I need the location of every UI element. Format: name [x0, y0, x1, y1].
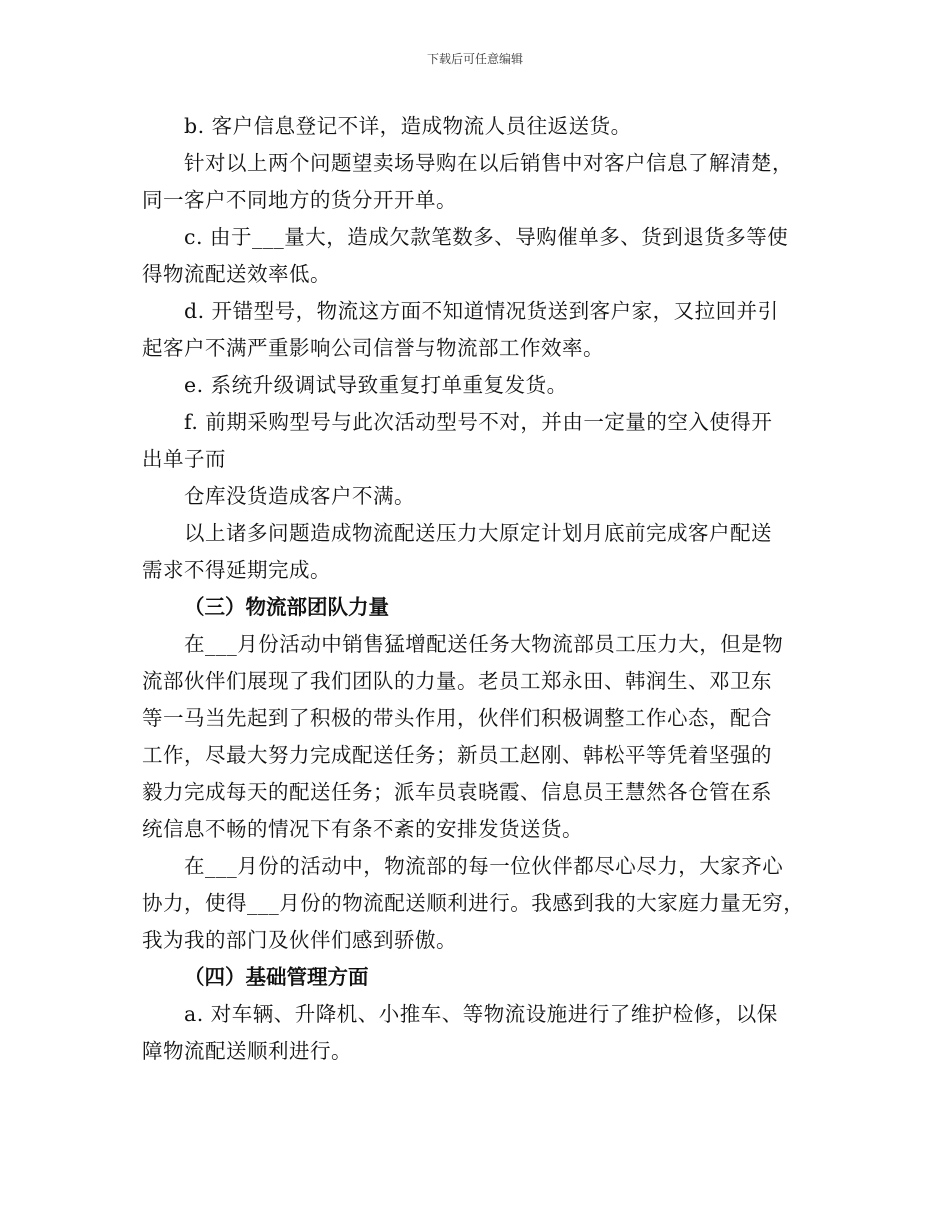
- text-line: [142, 145, 810, 182]
- line-text: 针对以上两个问题望卖场导购在以后销售中对客户信息了解清楚，: [184, 151, 793, 175]
- line-text: c. 由于___量大，造成欠款笔数多、导购催单多、货到退货多等使: [184, 225, 789, 249]
- text-line: [142, 552, 810, 589]
- line-text: 等一马当先起到了积极的带头作用，伙伴们积极调整工作心态，配合: [142, 706, 772, 730]
- text-line: [142, 737, 810, 774]
- text-line: [142, 626, 810, 663]
- text-line: [142, 922, 810, 959]
- line-text: f. 前期采购型号与此次活动型号不对，并由一定量的空入使得开: [184, 410, 773, 434]
- section-heading: [142, 959, 810, 996]
- text-line: [142, 996, 810, 1033]
- line-text: 同一客户不同地方的货分开开单。: [142, 188, 457, 212]
- text-line: [142, 700, 810, 737]
- text-line: [142, 182, 810, 219]
- line-text: 以上诸多问题造成物流配送压力大原定计划月底前完成客户配送: [184, 521, 772, 545]
- line-text: 需求不得延期完成。: [142, 558, 331, 582]
- line-text: 协力，使得___月份的物流配送顺利进行。我感到我的大家庭力量无穷，: [142, 891, 805, 915]
- text-line: [142, 1033, 810, 1070]
- text-line: [142, 404, 810, 441]
- line-text: 毅力完成每天的配送任务；派车员袁晓霞、信息员王慧然各仓管在系: [142, 780, 772, 804]
- line-text: 流部伙伴们展现了我们团队的力量。老员工郑永田、韩润生、邓卫东: [142, 669, 772, 693]
- line-text: a. 对车辆、升降机、小推车、等物流设施进行了维护检修，以保: [184, 1002, 778, 1026]
- text-line: [142, 108, 810, 145]
- text-line: [142, 515, 810, 552]
- line-text: 统信息不畅的情况下有条不紊的安排发货送货。: [142, 817, 583, 841]
- line-text: 工作，尽最大努力完成配送任务；新员工赵刚、韩松平等凭着坚强的: [142, 743, 772, 767]
- text-line: [142, 256, 810, 293]
- document-body: [142, 108, 810, 1070]
- text-line: [142, 219, 810, 256]
- text-line: [142, 330, 810, 367]
- line-text: （三）物流部团队力量: [184, 595, 389, 619]
- text-line: [142, 478, 810, 515]
- line-text: 我为我的部门及伙伴们感到骄傲。: [142, 928, 457, 952]
- line-text: 起客户不满严重影响公司信誉与物流部工作效率。: [142, 336, 604, 360]
- line-text: e. 系统升级调试导致重复打单重复发货。: [184, 373, 568, 397]
- line-text: 出单子而: [142, 447, 226, 471]
- text-line: [142, 811, 810, 848]
- text-line: [142, 441, 810, 478]
- text-line: [142, 885, 810, 922]
- text-line: [142, 774, 810, 811]
- line-text: （四）基础管理方面: [184, 965, 369, 989]
- line-text: 障物流配送顺利进行。: [142, 1039, 352, 1063]
- text-line: [142, 367, 810, 404]
- section-heading: [142, 589, 810, 626]
- line-text: 得物流配送效率低。: [142, 262, 331, 286]
- line-text: 仓库没货造成客户不满。: [184, 484, 415, 508]
- text-line: [142, 663, 810, 700]
- line-text: d. 开错型号，物流这方面不知道情况货送到客户家，又拉回并引: [184, 299, 779, 323]
- text-line: [142, 293, 810, 330]
- line-text: b. 客户信息登记不详，造成物流人员往返送货。: [184, 114, 632, 138]
- text-line: [142, 848, 810, 885]
- line-text: 在___月份的活动中，物流部的每一位伙伴都尽心尽力，大家齐心: [184, 854, 784, 878]
- line-text: 在___月份活动中销售猛增配送任务大物流部员工压力大，但是物: [184, 632, 784, 656]
- page-header: 下载后可任意编辑: [426, 52, 523, 66]
